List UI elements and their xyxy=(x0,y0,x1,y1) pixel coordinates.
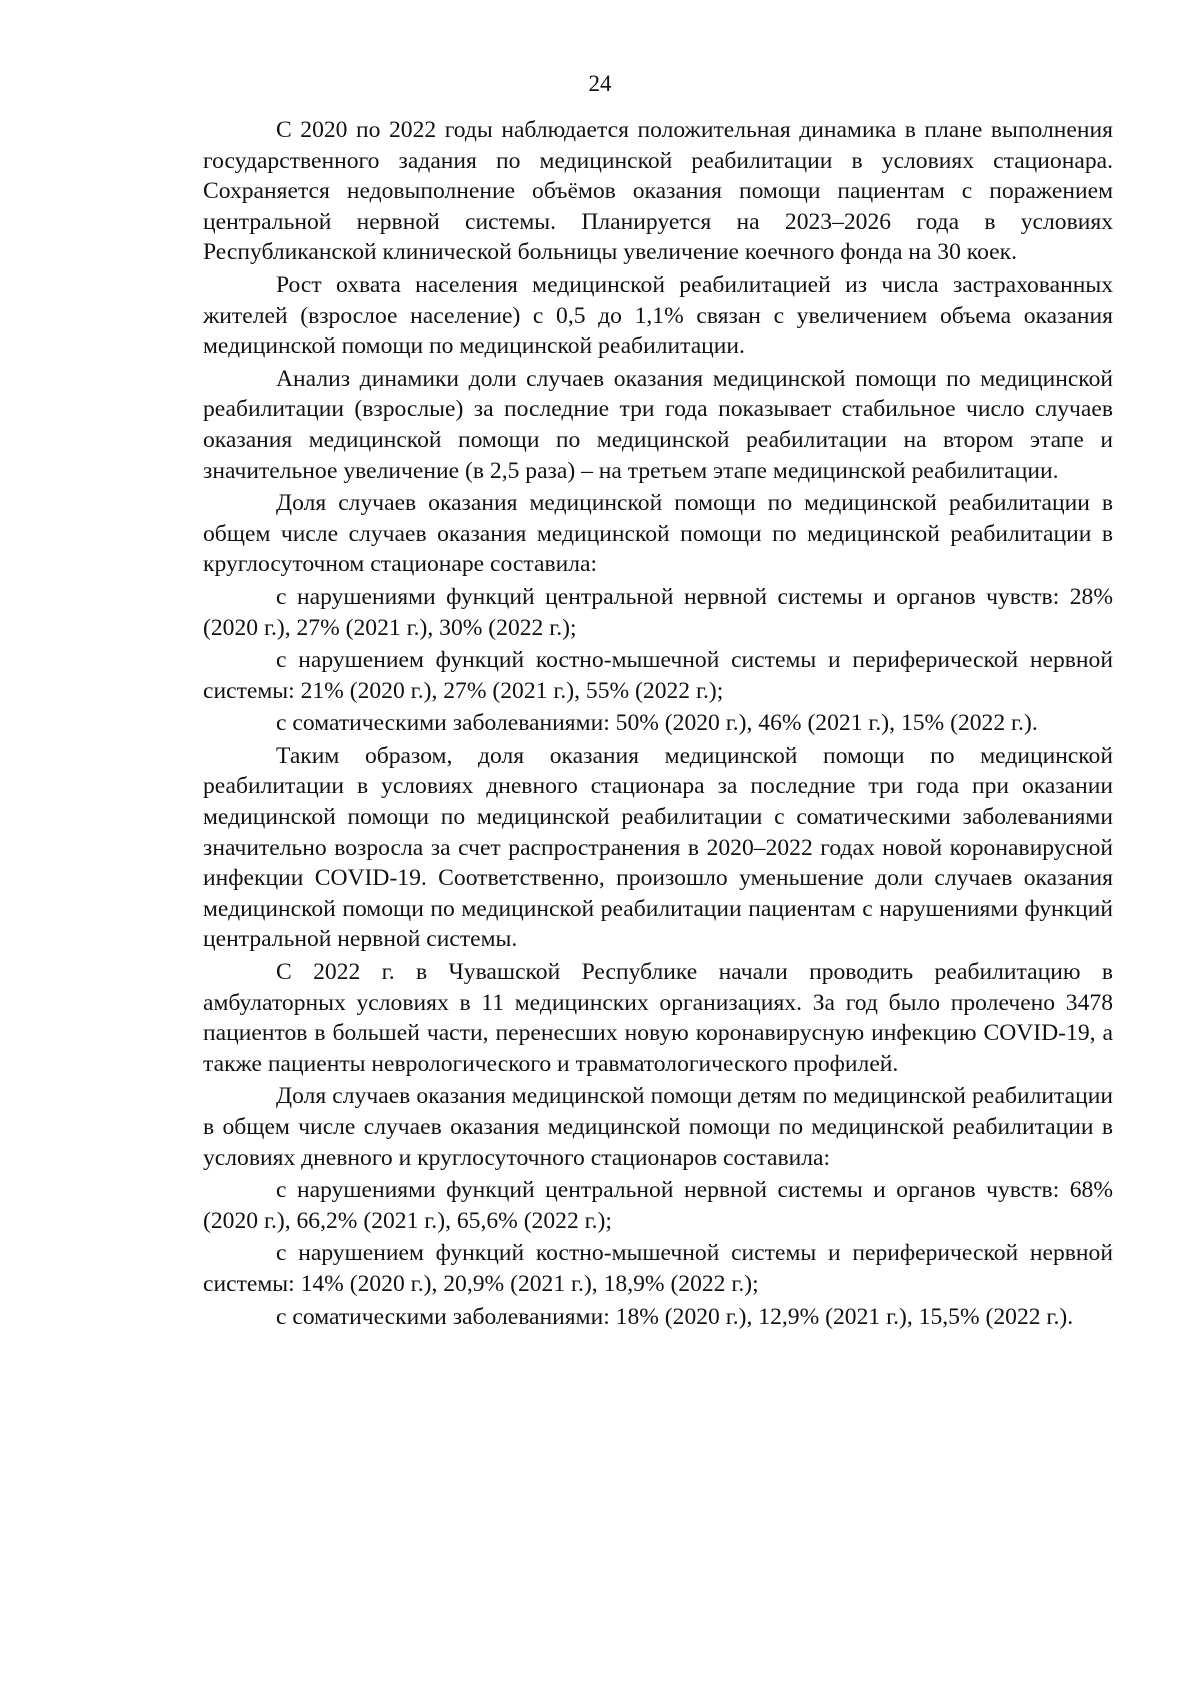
paragraph: С 2020 по 2022 годы наблюдается положительная динамика в плане выполнения государственного задания по медицинской реабилитации в условиях стационара. Сохраняется недовыполнение объёмов оказания помощи пациентам с поражением центральной нервной системы. Планируется на 2023–2026 года в условиях Республиканской клинической больницы увеличение коечного фонда на 30 коек. xyxy=(203,117,1113,266)
list-item: с нарушением функций костно-мышечной системы и периферической нервной системы: 14% (2020 г.), 20,9% (2021 г.), 18,9% (2022 г.); xyxy=(203,1240,1113,1297)
paragraph: Доля случаев оказания медицинской помощи детям по медицинской реабилитации в общем числе случаев оказания медицинской помощи по медицинской реабилитации в условиях дневного и круглосуточного стационаров составила: xyxy=(203,1083,1113,1171)
paragraph: Таким образом, доля оказания медицинской помощи по медицинской реабилитации в условиях дневного стационара за последние три года при оказании медицинской помощи по медицинской реабилитации с соматическими заболеваниями значительно возросла за счет распространения в 2020–2022 годах новой коронавирусной инфекции COVID-19. Соответственно, произошло уменьшение доли случаев оказания медицинской помощи по медицинской реабилитации пациентам с нарушениями функций центральной нервной системы. xyxy=(203,742,1113,953)
list-item: с соматическими заболеваниями: 18% (2020 г.), 12,9% (2021 г.), 15,5% (2022 г.). xyxy=(276,1303,1074,1330)
page-number: 24 xyxy=(588,71,612,96)
document-body xyxy=(203,115,1113,1334)
paragraph: С 2022 г. в Чувашской Республике начали проводить реабилитацию в амбулаторных условиях в 11 медицинских организациях. За год было пролечено 3478 пациентов в большей части, перенесших новую коронавирусную инфекцию COVID-19, а также пациенты неврологического и травматологического профилей. xyxy=(203,959,1113,1077)
paragraph: Рост охвата населения медицинской реабилитацией из числа застрахованных жителей (взрослое население) с 0,5 до 1,1% связан с увеличением объема оказания медицинской помощи по медицинской реабилитации. xyxy=(203,271,1113,360)
paragraph: Анализ динамики доли случаев оказания медицинской помощи по медицинской реабилитации (взрослые) за последние три года показывает стабильное число случаев оказания медицинской помощи по медицинской реабилитации на втором этапе и значительное увеличение (в 2,5 раза) – на третьем этапе медицинской реабилитации. xyxy=(203,365,1113,484)
list-item: с нарушениями функций центральной нервной системы и органов чувств: 68% (2020 г.), 66,2% (2021 г.), 65,6% (2022 г.); xyxy=(203,1177,1113,1234)
paragraph: Доля случаев оказания медицинской помощи по медицинской реабилитации в общем числе случаев оказания медицинской помощи по медицинской реабилитации в круглосуточном стационаре составила: xyxy=(203,490,1113,578)
list-item: с нарушением функций костно-мышечной системы и периферической нервной системы: 21% (2020 г.), 27% (2021 г.), 55% (2022 г.); xyxy=(203,647,1113,704)
list-item: с нарушениями функций центральной нервной системы и органов чувств: 28% (2020 г.), 27% (2021 г.), 30% (2022 г.); xyxy=(203,583,1113,641)
list-item: с соматическими заболеваниями: 50% (2020 г.), 46% (2021 г.), 15% (2022 г.). xyxy=(276,710,1038,737)
